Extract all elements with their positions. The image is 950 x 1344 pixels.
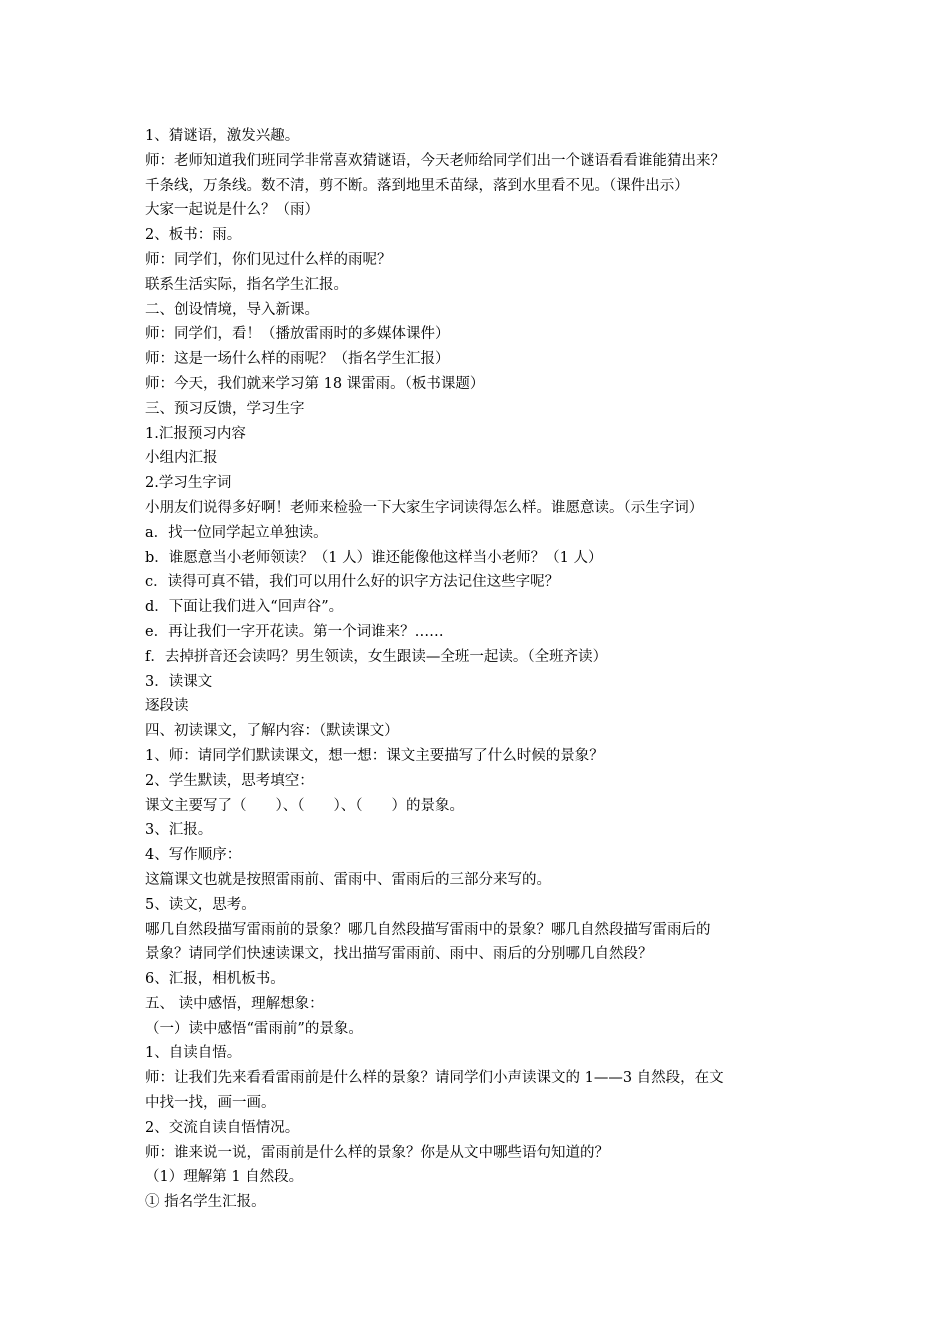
text-line: d．下面让我们进入“回声谷”。	[145, 599, 344, 616]
text-line: 哪几自然段描写雷雨前的景象？哪几自然段描写雷雨中的景象？哪几自然段描写雷雨后的	[145, 921, 711, 938]
text-line: e．再让我们一字开花读。第一个词谁来？……	[145, 623, 444, 640]
text-line: （1）理解第 1 自然段。	[145, 1169, 304, 1186]
text-line: 2.学习生字词	[145, 475, 232, 492]
text-line: 师：同学们，你们见过什么样的雨呢？	[145, 251, 392, 268]
text-line: 3、汇报。	[145, 822, 213, 839]
text-line: 这篇课文也就是按照雷雨前、雷雨中、雷雨后的三部分来写的。	[145, 871, 551, 888]
text-line: 1、师：请同学们默读课文，想一想：课文主要描写了什么时候的景象？	[145, 747, 604, 764]
text-line: 2、板书：雨。	[145, 227, 242, 244]
lesson-plan-text	[145, 124, 815, 1215]
text-line: 1、猜谜语，激发兴趣。	[145, 128, 300, 144]
text-line: ① 指名学生汇报。	[145, 1194, 266, 1211]
text-line: 师：这是一场什么样的雨呢？（指名学生汇报）	[145, 351, 450, 368]
text-line: 2、交流自读自悟情况。	[145, 1119, 300, 1136]
text-line: 联系生活实际，指名学生汇报。	[145, 276, 348, 293]
section-heading: 三、预习反馈，学习生字	[145, 400, 305, 417]
text-line: 5、读文，思考。	[145, 896, 256, 913]
text-line: 课文主要写了（ ）、（ ）、（ ）的景象。	[145, 797, 464, 814]
text-line: 师：让我们先来看看雷雨前是什么样的景象？请同学们小声读课文的 1——3 自然段，在文	[145, 1070, 724, 1087]
text-line: 1.汇报预习内容	[145, 425, 246, 442]
text-line: 逐段读	[145, 698, 189, 715]
text-line: 小组内汇报	[145, 450, 218, 467]
section-heading: 二、创设情境，导入新课。	[145, 301, 319, 318]
text-line: （一）读中感悟“雷雨前”的景象。	[145, 1020, 363, 1037]
text-line: 师：同学们，看！（播放雷雨时的多媒体课件）	[145, 326, 450, 343]
text-line: 师：老师知道我们班同学非常喜欢猜谜语，今天老师给同学们出一个谜语看看谁能猜出来？	[145, 152, 725, 169]
text-line: 2、学生默读，思考填空：	[145, 772, 314, 789]
section-heading: 五、 读中感悟，理解想象：	[145, 995, 324, 1012]
text-line: 1、自读自悟。	[145, 1045, 242, 1062]
text-line: f．去掉拼音还会读吗？男生领读，女生跟读—全班一起读。（全班齐读）	[145, 648, 608, 665]
text-line: a．找一位同学起立单独读。	[145, 524, 328, 541]
text-line: c．读得可真不错，我们可以用什么好的识字方法记住这些字呢？	[145, 574, 560, 591]
text-line: 中找一找，画一画。	[145, 1095, 276, 1112]
text-line: 3．读课文	[145, 673, 213, 690]
text-line: 景象？请同学们快速读课文，找出描写雷雨前、雨中、雨后的分别哪几自然段？	[145, 946, 653, 963]
text-line: 4、写作顺序：	[145, 847, 242, 864]
text-line: 6、汇报，相机板书。	[145, 971, 285, 988]
text-line: b．谁愿意当小老师领读？（1 人）谁还能像他这样当小老师？（1 人）	[145, 549, 603, 566]
text-line: 小朋友们说得多好啊！老师来检验一下大家生字词读得怎么样。谁愿意读。（示生字词）	[145, 499, 704, 516]
text-line: 师：谁来说一说，雷雨前是什么样的景象？你是从文中哪些语句知道的？	[145, 1144, 609, 1161]
text-line: 师：今天，我们就来学习第 18 课雷雨。（板书课题）	[145, 375, 485, 392]
text-line: 大家一起说是什么？（雨）	[145, 202, 319, 219]
section-heading: 四、初读课文，了解内容：（默读课文）	[145, 723, 399, 740]
text-line: 千条线，万条线。数不清，剪不断。落到地里禾苗绿，落到水里看不见。（课件出示）	[145, 177, 689, 194]
